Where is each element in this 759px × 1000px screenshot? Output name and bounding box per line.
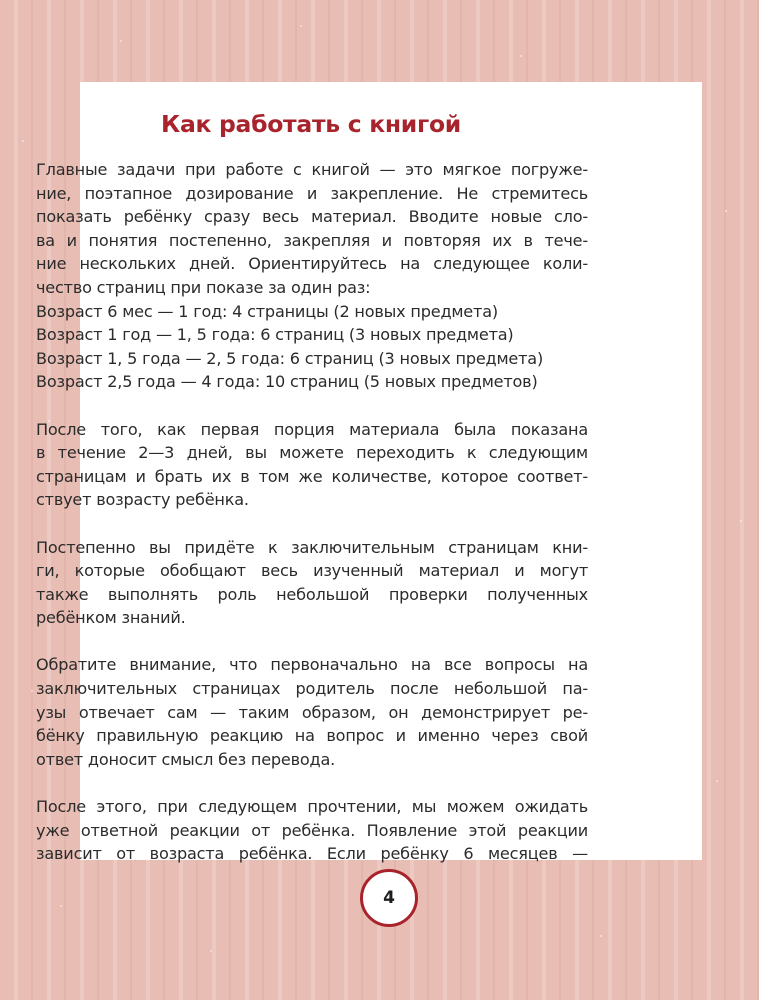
text-line: в течение 2—3 дней, вы можете переходить к следующим bbox=[36, 443, 588, 463]
background-speck bbox=[725, 210, 727, 212]
background-speck bbox=[520, 55, 522, 57]
text-line: показать ребёнку сразу весь материал. Вводите новые сло- bbox=[36, 207, 588, 227]
text-line: узы отвечает сам — таким образом, он демонстрирует ре- bbox=[36, 702, 588, 722]
paragraph bbox=[36, 653, 588, 771]
text-line: ние, поэтапное дозирование и закрепление. Не стремитесь bbox=[36, 183, 588, 203]
background-speck bbox=[600, 935, 602, 937]
text-line: После этого, при следующем прочтении, мы можем ожидать bbox=[36, 797, 588, 817]
text-line: ответ доносит смысл без перевода. bbox=[36, 749, 336, 769]
page-number: 4 bbox=[383, 888, 395, 908]
text-line: ги, которые обобщают весь изученный материал и могут bbox=[36, 561, 588, 581]
text-line: ние нескольких дней. Ориентируйтесь на следующее коли- bbox=[36, 254, 588, 274]
background-speck bbox=[22, 140, 24, 142]
background-speck bbox=[740, 520, 742, 522]
text-line: Возраст 6 мес — 1 год: 4 страницы (2 новых предмета) bbox=[36, 301, 498, 321]
background-speck bbox=[210, 950, 212, 952]
paragraph bbox=[36, 158, 588, 300]
paragraph bbox=[36, 300, 588, 394]
page-title: Как работать с книгой bbox=[161, 110, 461, 138]
text-line: После того, как первая порция материала была показана bbox=[36, 419, 588, 439]
text-line: ребёнком знаний. bbox=[36, 608, 186, 628]
body-text bbox=[36, 158, 588, 889]
text-line: ва и понятия постепенно, закрепляя и повторяя их в тече- bbox=[36, 230, 588, 250]
background-speck bbox=[120, 40, 122, 42]
background-speck bbox=[31, 690, 33, 692]
text-line: зависит от возраста ребёнка. Если ребёнку 6 месяцев — bbox=[36, 844, 588, 864]
text-line: Возраст 1 год — 1, 5 года: 6 страниц (3 новых предмета) bbox=[36, 325, 514, 345]
paragraph bbox=[36, 536, 588, 630]
text-line: Обратите внимание, что первоначально на все вопросы на bbox=[36, 655, 588, 675]
text-line: ствует возрасту ребёнка. bbox=[36, 490, 249, 510]
page-number-badge bbox=[360, 869, 418, 927]
text-line: чество страниц при показе за один раз: bbox=[36, 277, 371, 297]
paragraph bbox=[36, 795, 588, 866]
text-line: заключительных страницах родитель после небольшой па- bbox=[36, 679, 588, 699]
background-speck bbox=[716, 780, 718, 782]
text-line: Постепенно вы придёте к заключительным страницам кни- bbox=[36, 537, 588, 557]
text-line: Возраст 2,5 года — 4 года: 10 страниц (5 новых предметов) bbox=[36, 372, 538, 392]
text-line: страницам и брать их в том же количестве, которое соответ- bbox=[36, 466, 588, 486]
background-speck bbox=[300, 25, 302, 27]
text-line: также выполнять роль небольшой проверки полученных bbox=[36, 584, 588, 604]
text-line: уже ответной реакции от ребёнка. Появление этой реакции bbox=[36, 820, 588, 840]
paragraph bbox=[36, 418, 588, 512]
background-speck bbox=[60, 905, 62, 907]
text-line: Возраст 1, 5 года — 2, 5 года: 6 страниц (3 новых предмета) bbox=[36, 348, 544, 368]
text-line: бёнку правильную реакцию на вопрос и именно через свой bbox=[36, 726, 588, 746]
text-line: Главные задачи при работе с книгой — это мягкое погруже- bbox=[36, 160, 588, 179]
